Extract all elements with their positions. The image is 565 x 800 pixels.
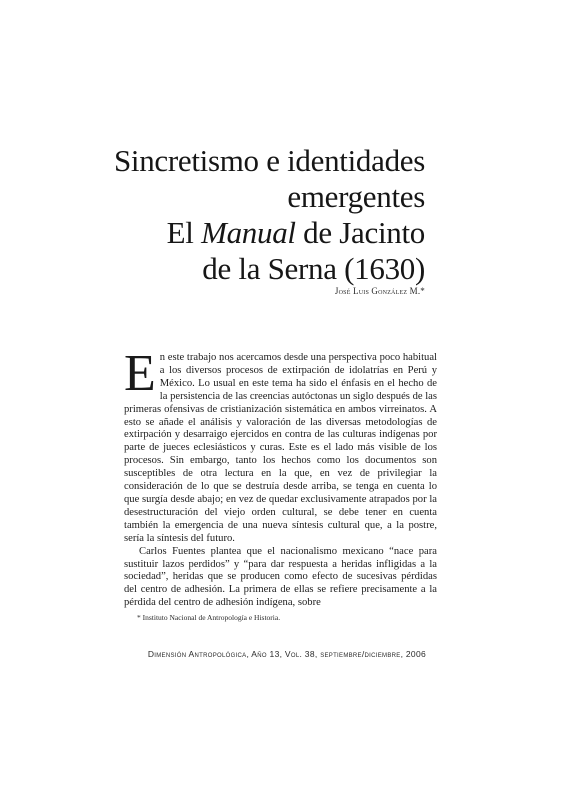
title-line-3: [95, 215, 425, 251]
article-title: [95, 143, 425, 287]
title-line-1: Sincretismo e identidades: [113, 143, 425, 178]
title-line-3-post: de Jacinto: [295, 215, 425, 250]
journal-footer: Dimensión Antropológica, Año 13, Vol. 38, septiembre/diciembre, 2006: [147, 649, 426, 659]
paragraph-1: [124, 345, 437, 546]
footnote: * Instituto Nacional de Antropología e Historia.: [137, 613, 281, 622]
article-body: [124, 345, 437, 610]
title-line-2: emergentes: [287, 179, 425, 214]
title-line-3-pre: El: [166, 215, 202, 250]
paragraph-1-text: n este trabajo nos acercamos desde una perspectiva poco habitual a los diversos procesos de extirpación de idolatrías en Perú y México. Lo usual en este tema ha sido el énfasis en el hecho de la persistencia de las creencias autóctonas un siglo después de las primeras ofensivas de cristianización sistemática en ambos virreinatos. A esto se añade el análisis y valoración de las diversas metodologías de extirpación y desarraigo ejercidos en contra de las culturas indígenas por parte de jueces eclesiásticos y curas. Este es el lado más visible de los procesos. Sin embargo, tanto los hechos como los documentos son susceptibles de otra lectura en la que, en vez de privilegiar la consideración de lo que se destruía desde arriba, se tenga en cuenta lo que surgía desde abajo; en vez de quedar exclusivamente atrapados por la desestructuración del viejo orden cultural, se debe tener en cuenta también la emergencia de una nueva síntesis cultural que, a la postre, sería la síntesis del futuro.: [124, 352, 437, 544]
title-italic-manual: Manual: [201, 215, 296, 250]
paragraph-2: Carlos Fuentes plantea que el nacionalismo mexicano “nace para sustituir lazos perdidos” y “para dar respuesta a heridas infligidas a la sociedad”, heridas que se producen como efecto de sucesivas pérdidas del centro de adhesión. La primera de ellas se refiere precisamente a la pérdida del centro de adhesión indígena, sobre: [124, 545, 437, 609]
drop-cap: E: [124, 345, 156, 402]
author-name: José Luis González M.*: [334, 286, 425, 296]
title-line-4: de la Serna (1630): [202, 251, 425, 286]
